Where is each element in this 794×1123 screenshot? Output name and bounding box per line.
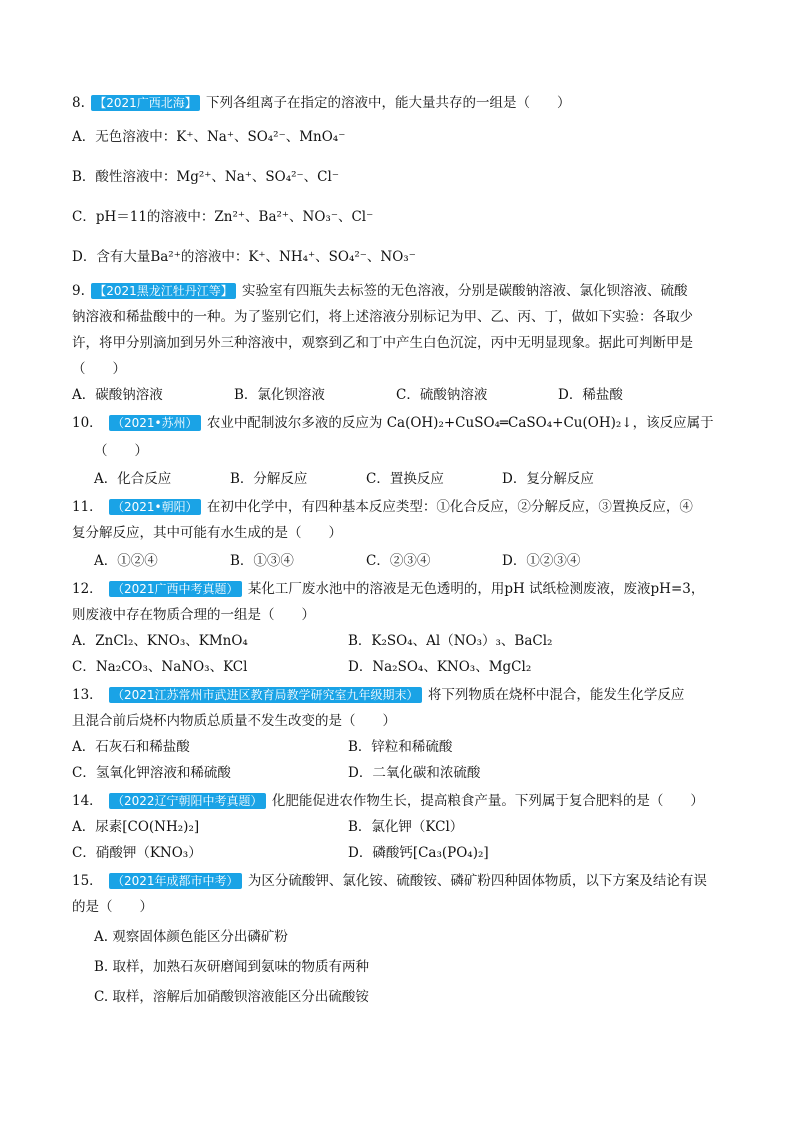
question-number: 8. <box>72 95 85 111</box>
options-row <box>72 656 722 678</box>
question-text: 且混合前后烧杯内物质总质量不发生改变的是（ ） <box>72 713 396 729</box>
answer-blank: （ ） <box>94 443 148 459</box>
option-a: A．石灰石和稀盐酸 <box>72 739 190 755</box>
question-number: 10． <box>72 415 103 431</box>
source-tag: （2021广西中考真题） <box>109 581 242 597</box>
option-a: A. 观察固体颜色能区分出磷矿粉 <box>94 929 288 945</box>
question-text: 某化工厂废水池中的溶液是无色透明的，用pH 试纸检测废液，废液pH=3， <box>247 581 705 597</box>
question-text: 化肥能促进农作物生长，提高粮食产量。下列属于复合肥料的是（ ） <box>271 793 704 809</box>
question-13 <box>72 684 722 784</box>
option-d: D．①②③④ <box>502 553 581 569</box>
options-row <box>72 384 722 406</box>
option-d: D．磷酸钙[Ca₃(PO₄)₂] <box>348 845 489 861</box>
question-text: 将下列物质在烧杯中混合，能发生化学反应 <box>427 687 685 703</box>
option-a: A．尿素[CO(NH₂)₂] <box>72 819 200 835</box>
options-row <box>72 842 722 864</box>
question-number: 13． <box>72 687 103 703</box>
options-row <box>72 762 722 784</box>
option-a: A．ZnCl₂、KNO₃、KMnO₄ <box>72 633 248 649</box>
options-row <box>72 630 722 652</box>
question-stem <box>72 280 722 302</box>
answer-blank: （ ） <box>72 361 126 377</box>
question-number: 15． <box>72 873 103 889</box>
options-row <box>72 550 722 572</box>
question-number: 14． <box>72 793 103 809</box>
option-d: D．含有大量Ba²⁺的溶液中：K⁺、NH₄⁺、SO₄²⁻、NO₃⁻ <box>72 249 416 265</box>
option-c: C．②③④ <box>366 553 431 569</box>
option-c: C. 取样，溶解后加硝酸钡溶液能区分出硫酸铵 <box>94 989 369 1005</box>
question-stem <box>72 578 722 600</box>
option-c: C．置换反应 <box>366 471 444 487</box>
question-text: 在初中化学中，有四种基本反应类型：①化合反应，②分解反应，③置换反应，④ <box>206 499 693 515</box>
option-a: A．①②④ <box>94 553 158 569</box>
option-c: C．硝酸钾（KNO₃） <box>72 845 202 861</box>
question-stem <box>72 496 722 518</box>
option-c: C．硫酸钠溶液 <box>396 387 488 403</box>
option-b: B．氯化钾（KCl） <box>348 819 464 835</box>
question-text: 则废液中存在物质合理的一组是（ ） <box>72 607 315 623</box>
source-tag: 【2021黑龙江牡丹江等】 <box>91 283 236 299</box>
question-number: 9. <box>72 283 85 299</box>
exam-page <box>72 92 722 1008</box>
question-15 <box>72 870 722 1008</box>
source-tag: （2022辽宁朝阳中考真题） <box>109 793 266 809</box>
source-tag: （2021江苏常州市武进区教育局教学研究室九年级期末） <box>109 687 422 703</box>
option-b: B．①③④ <box>230 553 294 569</box>
question-12 <box>72 578 722 678</box>
option-a: A．碳酸钠溶液 <box>72 387 163 403</box>
option-c: C．氢氧化钾溶液和稀硫酸 <box>72 765 231 781</box>
option-b: B．K₂SO₄、Al（NO₃）₃、BaCl₂ <box>348 633 553 649</box>
source-tag: 【2021广西北海】 <box>91 95 200 111</box>
option-b: B．氯化钡溶液 <box>234 387 325 403</box>
question-text: 复分解反应，其中可能有水生成的是（ ） <box>72 525 342 541</box>
question-text: 许，将甲分别滴加到另外三种溶液中，观察到乙和丁中产生白色沉淀，丙中无明显现象。据此可判断甲是 <box>72 335 693 351</box>
source-tag: （2021•苏州） <box>109 415 201 431</box>
question-text: 的是（ ） <box>72 899 153 915</box>
question-11 <box>72 496 722 572</box>
question-text: 钠溶液和稀盐酸中的一种。为了鉴别它们，将上述溶液分别标记为甲、乙、丙、丁，做如下实验：各取少 <box>72 309 693 325</box>
question-stem <box>72 92 722 114</box>
question-number: 12． <box>72 581 103 597</box>
option-d: D．复分解反应 <box>502 471 594 487</box>
question-stem <box>72 790 722 812</box>
option-b: B．酸性溶液中：Mg²⁺、Na⁺、SO₄²⁻、Cl⁻ <box>72 169 339 185</box>
question-stem <box>72 412 722 434</box>
question-9 <box>72 280 722 406</box>
option-c: C．pH＝11的溶液中：Zn²⁺、Ba²⁺、NO₃⁻、Cl⁻ <box>72 209 374 225</box>
question-text: 为区分硫酸钾、氯化铵、硫酸铵、磷矿粉四种固体物质，以下方案及结论有误 <box>247 873 707 889</box>
options-row <box>72 816 722 838</box>
option-b: B. 取样，加熟石灰研磨闻到氨味的物质有两种 <box>94 959 370 975</box>
option-d: D．Na₂SO₄、KNO₃、MgCl₂ <box>348 659 532 675</box>
option-c: C．Na₂CO₃、NaNO₃、KCl <box>72 659 248 675</box>
question-14 <box>72 790 722 864</box>
question-text: 实验室有四瓶失去标签的无色溶液，分别是碳酸钠溶液、氯化钡溶液、硫酸 <box>242 283 688 299</box>
question-text: 下列各组离子在指定的溶液中，能大量共存的一组是（ ） <box>206 95 571 111</box>
options-row <box>72 468 722 490</box>
question-text: 农业中配制波尔多液的反应为 Ca(OH)₂+CuSO₄═CaSO₄+Cu(OH)₂↓，该反应属于 <box>206 415 714 431</box>
option-d: D．二氧化碳和浓硫酸 <box>348 765 481 781</box>
option-b: B．锌粒和稀硫酸 <box>348 739 453 755</box>
option-a: A．化合反应 <box>94 471 172 487</box>
question-number: 11． <box>72 499 103 515</box>
option-a: A．无色溶液中：K⁺、Na⁺、SO₄²⁻、MnO₄⁻ <box>72 129 346 145</box>
source-tag: （2021•朝阳） <box>109 499 201 515</box>
question-10 <box>72 412 722 490</box>
source-tag: （2021年成都市中考） <box>109 873 242 889</box>
question-stem <box>72 870 722 892</box>
option-d: D．稀盐酸 <box>558 387 623 403</box>
question-8 <box>72 92 722 268</box>
option-b: B．分解反应 <box>230 471 308 487</box>
options-row <box>72 736 722 758</box>
question-stem <box>72 684 722 706</box>
